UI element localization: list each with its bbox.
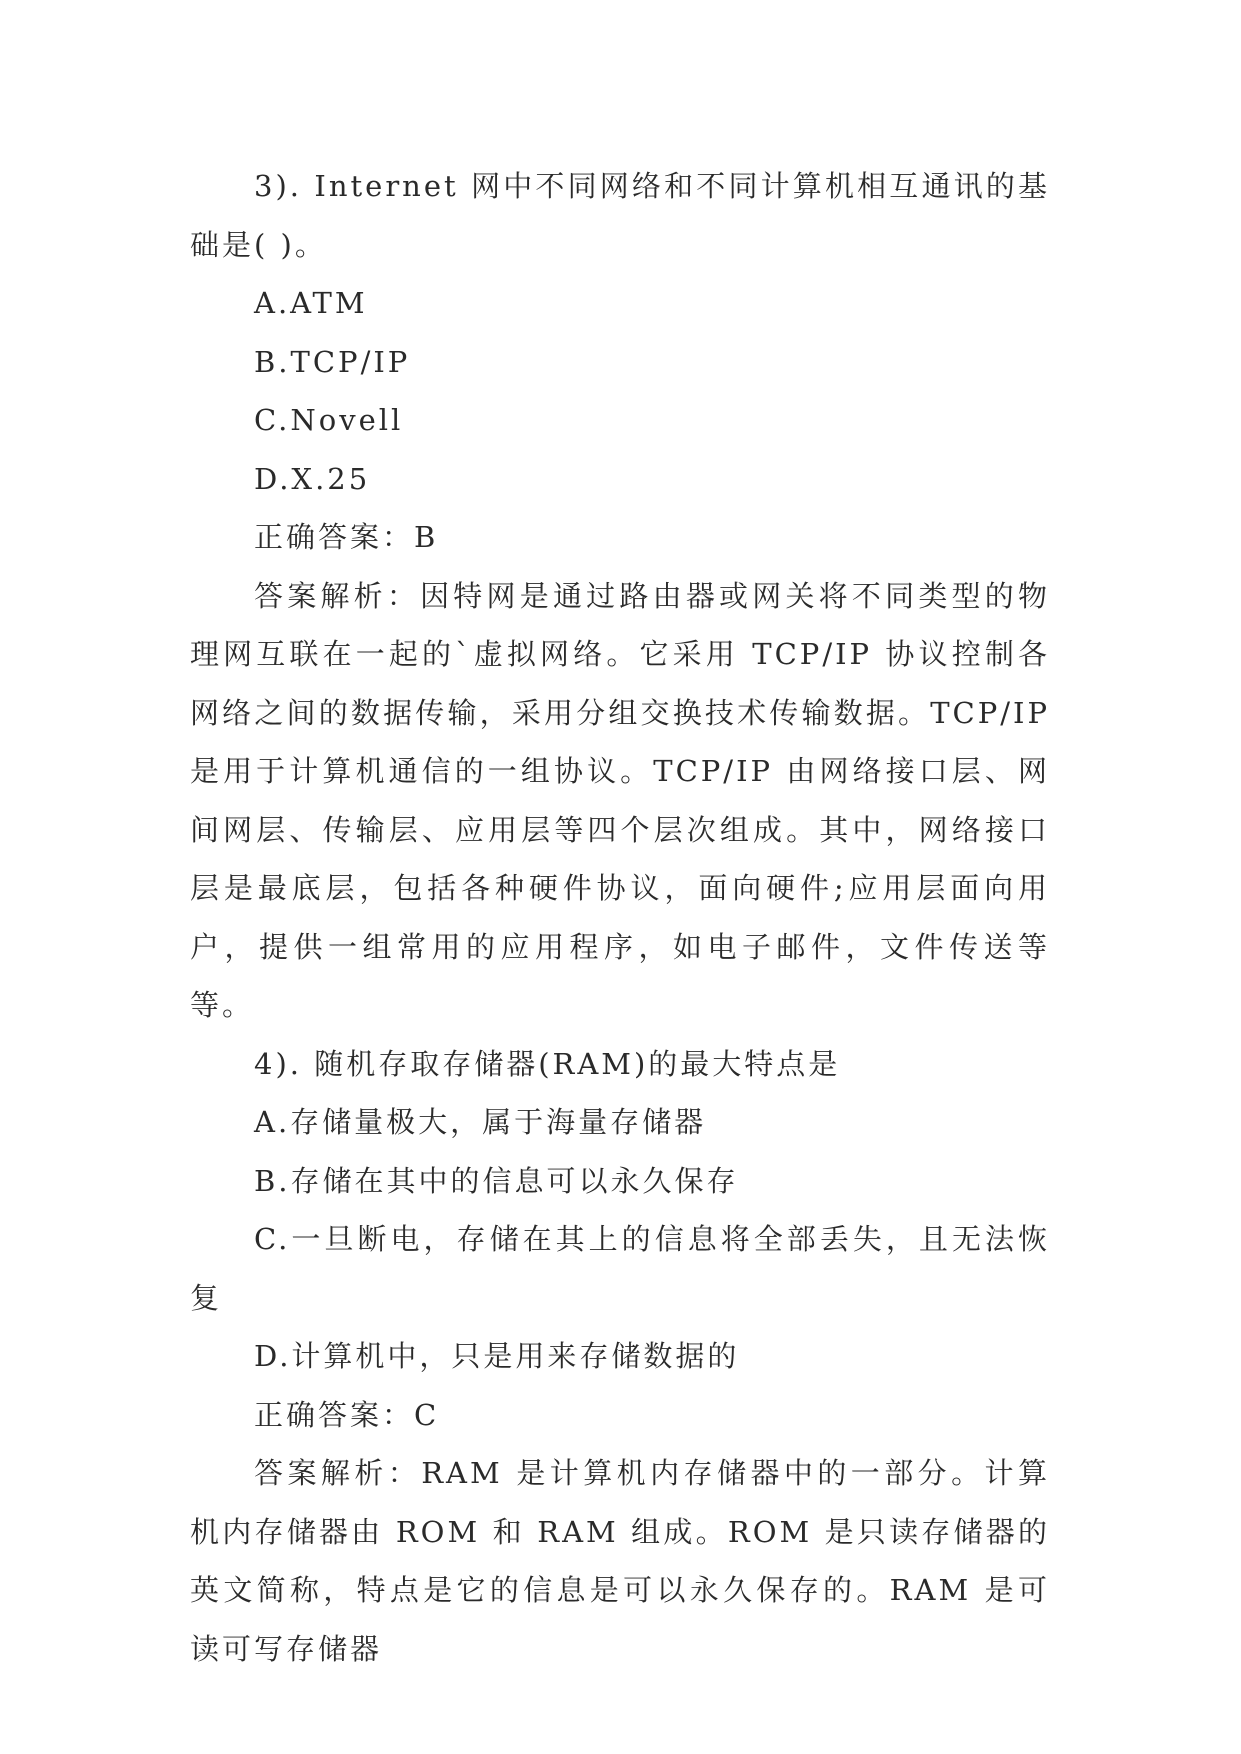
question-3-answer: 正确答案：B <box>254 520 439 554</box>
question-3-option-c: C.Novell <box>254 403 404 437</box>
question-3-option-b: B.TCP/IP <box>254 344 411 379</box>
question-3-option-d: D.X.25 <box>254 461 371 496</box>
question-3-explanation: 答案解析：因特网是通过路由器或网关将不同类型的物理网互联在一起的`虚拟网络。它采用 TCP/IP 协议控制各网络之间的数据传输，采用分组交换技术传输数据。TCP/IP 是用于计算机通信的一组协议。TCP/IP 由网络接口层、网间网层、传输层、应用层等四个层次组成。其中，网络接口层是最底层，包括各种硬件协议，面向硬件;应用层面向用户，提供一组常用的应用程序，如电子邮件，文件传送等等。 <box>190 578 1050 1022</box>
document-body <box>190 157 1050 1678</box>
question-3-stem: 3). Internet 网中不同网络和不同计算机相互通讯的基础是( )。 <box>190 169 1050 262</box>
question-3-option-a: A.ATM <box>254 286 368 320</box>
question-4-stem: 4). 随机存取存储器(RAM)的最大特点是 <box>254 1046 841 1081</box>
question-4-explanation: 答案解析：RAM 是计算机内存储器中的一部分。计算机内存储器由 ROM 和 RAM 组成。ROM 是只读存储器的英文简称，特点是它的信息是可以永久保存的。RAM 是可读可写存储器 <box>190 1456 1050 1666</box>
question-4-option-d: D.计算机中，只是用来存储数据的 <box>254 1339 740 1373</box>
question-4-option-a: A.存储量极大，属于海量存储器 <box>254 1105 707 1139</box>
question-4-option-b: B.存储在其中的信息可以永久保存 <box>254 1163 739 1198</box>
question-4-option-c: C.一旦断电，存储在其上的信息将全部丢失，且无法恢复 <box>190 1222 1050 1315</box>
question-4-answer: 正确答案：C <box>254 1397 440 1432</box>
